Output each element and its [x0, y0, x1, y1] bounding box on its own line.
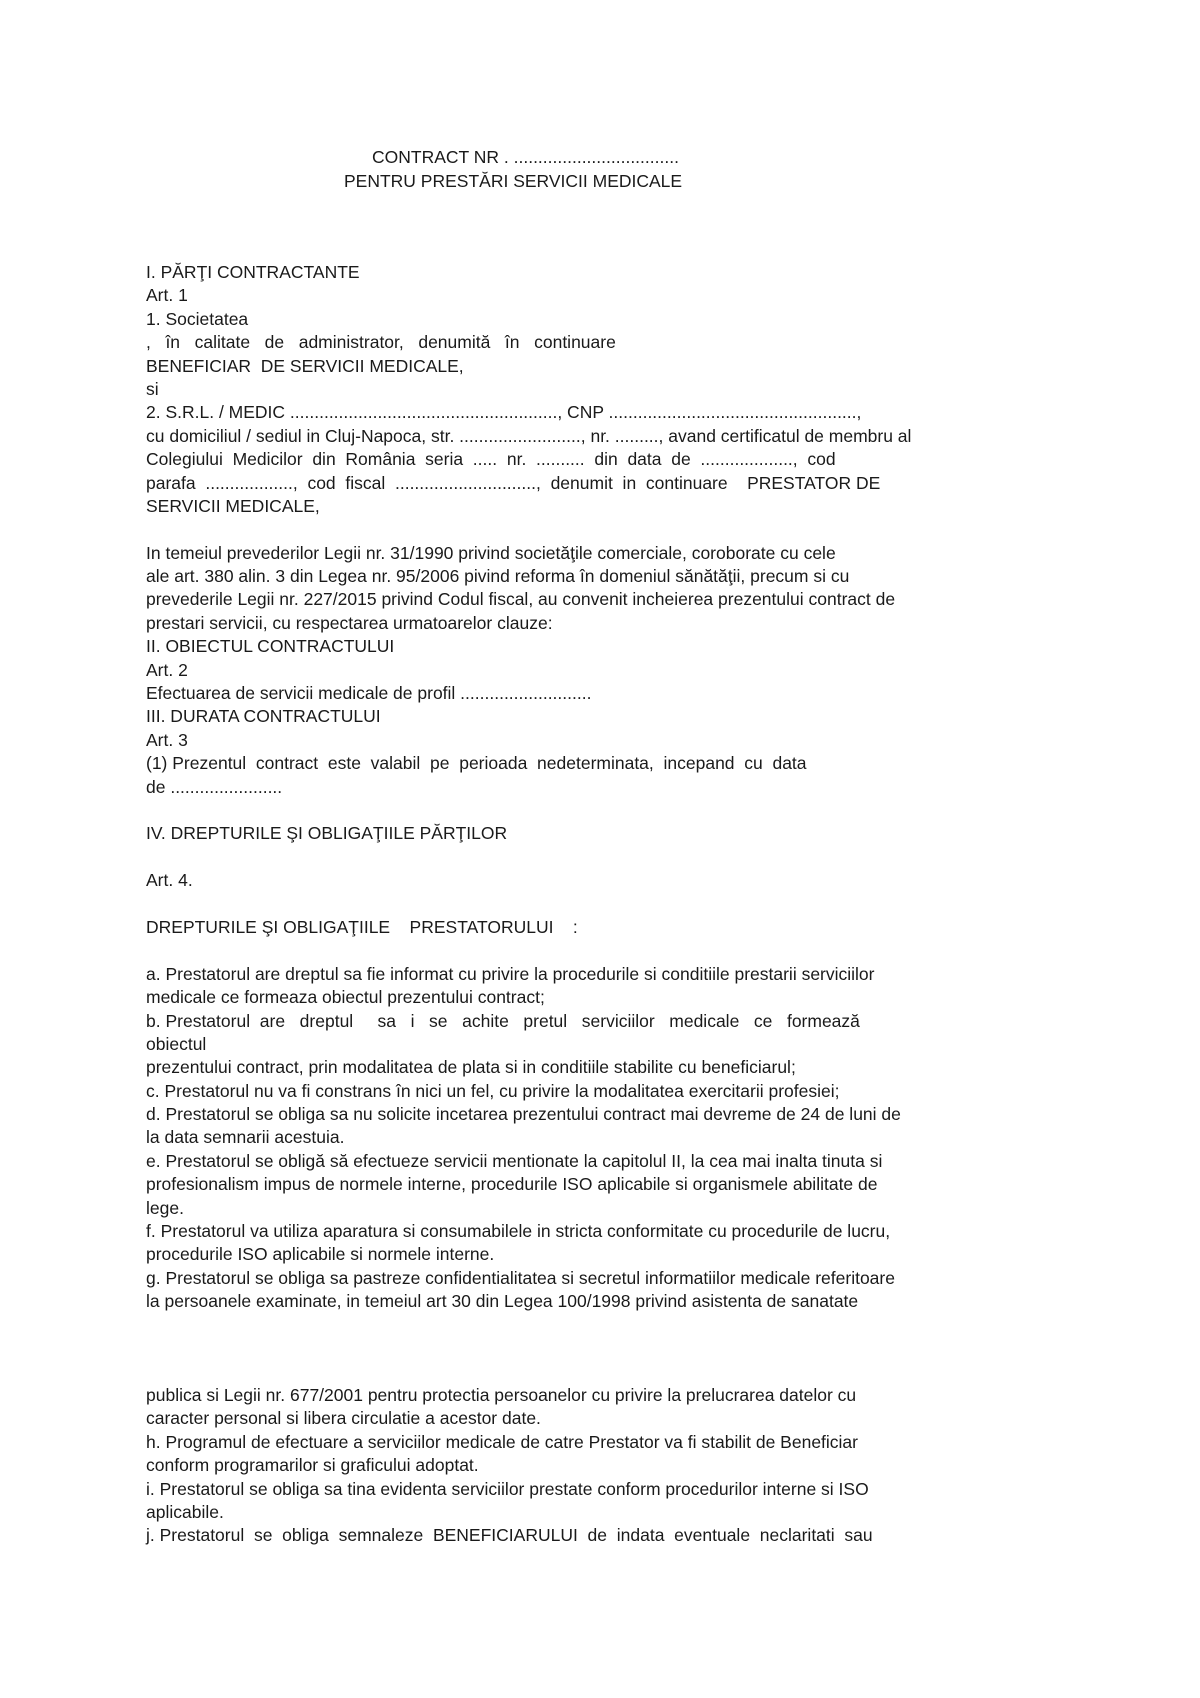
text-line: publica si Legii nr. 677/2001 pentru protectia persoanelor cu privire la prelucrarea datelor cu [146, 1385, 857, 1405]
text-line: f. Prestatorul va utiliza aparatura si consumabilele in stricta conformitate cu procedurile de lucru, [146, 1221, 891, 1242]
text-line: de ....................... [146, 776, 283, 797]
spacer [146, 846, 1046, 869]
text-line: h. Programul de efectuare a serviciilor medicale de catre Prestator va fi stabilit de Beneficiar [146, 1431, 858, 1452]
article-label: Art. 2 [146, 659, 188, 680]
article-label: Art. 3 [146, 729, 188, 750]
text-line: Colegiului Medicilor din România seria ..... nr. .......... din data de ..................., cod [146, 449, 836, 470]
text-line: profesionalism impus de normele interne, procedurile ISO aplicabile si organismele abilitate de [146, 1174, 878, 1195]
text-line: la persoanele examinate, in temeiul art 30 din Legea 100/1998 privind asistenta de sanatate [146, 1291, 859, 1312]
text-line: j. Prestatorul se obliga semnaleze BENEFICIARULUI de indata eventuale neclaritati sau [146, 1525, 873, 1546]
text-line: aplicabile. [146, 1501, 224, 1522]
contract-subtitle: PENTRU PRESTĂRI SERVICII MEDICALE [344, 171, 683, 191]
text-line: c. Prestatorul nu va fi constrans în nici un fel, cu privire la modalitatea exercitarii profesiei; [146, 1080, 840, 1101]
text-line: e. Prestatorul se obligă să efectueze servicii mentionate la capitolul II, la cea mai inalta tinuta si [146, 1150, 883, 1171]
text-line: 2. S.R.L. / MEDIC ......................................................., CNP ..................................................., [146, 402, 862, 423]
text-line: i. Prestatorul se obliga sa tina evidenta serviciilor prestate conform procedurilor interne si ISO [146, 1478, 869, 1499]
section-heading-drepturi: IV. DREPTURILE ŞI OBLIGAŢIILE PĂRŢILOR [146, 823, 508, 844]
contract-body [146, 261, 1046, 1314]
text-line: a. Prestatorul are dreptul sa fie informat cu privire la procedurile si conditiile prestarii serviciilor [146, 963, 875, 984]
text-line: Efectuarea de servicii medicale de profil ........................... [146, 683, 592, 704]
text-line: obiectul [146, 1033, 207, 1054]
text-line: g. Prestatorul se obliga sa pastreze confidentialitatea si secretul informatiilor medicale referitoare [146, 1267, 895, 1288]
text-line: conform programarilor si graficului adoptat. [146, 1455, 479, 1476]
text-line: la data semnarii acestuia. [146, 1127, 345, 1148]
spacer [146, 893, 1046, 916]
contract-number-line: CONTRACT NR . .................................. [372, 147, 679, 167]
text-line: (1) Prezentul contract este valabil pe perioada nedeterminata, incepand cu data [146, 753, 807, 774]
spacer [146, 939, 1046, 962]
text-line: prestari servicii, cu respectarea urmatoarelor clauze: [146, 612, 553, 633]
section-heading-durata: III. DURATA CONTRACTULUI [146, 706, 381, 727]
text-line: si [146, 378, 159, 399]
text-line: procedurile ISO aplicabile si normele interne. [146, 1244, 495, 1265]
spacer [146, 518, 1046, 541]
subsection-heading: DREPTURILE ŞI OBLIGAŢIILE PRESTATORULUI : [146, 916, 578, 937]
text-line: , în calitate de administrator, denumită în continuare [146, 332, 616, 353]
article-label: Art. 4. [146, 870, 193, 891]
text-line: In temeiul prevederilor Legii nr. 31/1990 privind societăţile comerciale, coroborate cu cele [146, 542, 836, 563]
text-line: parafa .................., cod fiscal ............................., denumit in continuare PRESTATOR DE [146, 472, 881, 493]
text-line: SERVICII MEDICALE, [146, 495, 320, 516]
article-label: Art. 1 [146, 285, 188, 306]
text-line: ale art. 380 alin. 3 din Legea nr. 95/2006 pivind reforma în domeniul sănătăţii, precum si cu [146, 566, 850, 587]
text-line: d. Prestatorul se obliga sa nu solicite incetarea prezentului contract mai devreme de 24 de luni de [146, 1104, 901, 1125]
text-line: lege. [146, 1197, 184, 1218]
text-line: medicale ce formeaza obiectul prezentului contract; [146, 987, 545, 1008]
text-line: b. Prestatorul are dreptul sa i se achite pretul serviciilor medicale ce formează [146, 1010, 860, 1031]
text-line: prezentului contract, prin modalitatea de plata si in conditiile stabilite cu beneficiarul; [146, 1057, 796, 1078]
text-line: BENEFICIAR DE SERVICII MEDICALE, [146, 355, 464, 376]
text-line: prevederile Legii nr. 227/2015 privind Codul fiscal, au convenit incheierea prezentului contract de [146, 589, 896, 610]
spacer [146, 799, 1046, 822]
text-line: caracter personal si libera circulatie a acestor date. [146, 1408, 541, 1429]
text-line: 1. Societatea [146, 308, 249, 329]
contract-body-continuation [146, 1384, 1046, 1548]
section-heading-parti: I. PĂRŢI CONTRACTANTE [146, 262, 360, 282]
section-heading-obiect: II. OBIECTUL CONTRACTULUI [146, 636, 395, 657]
text-line: cu domiciliul / sediul in Cluj-Napoca, str. ........................., nr. ........., avand certificatul de membru al [146, 425, 912, 446]
